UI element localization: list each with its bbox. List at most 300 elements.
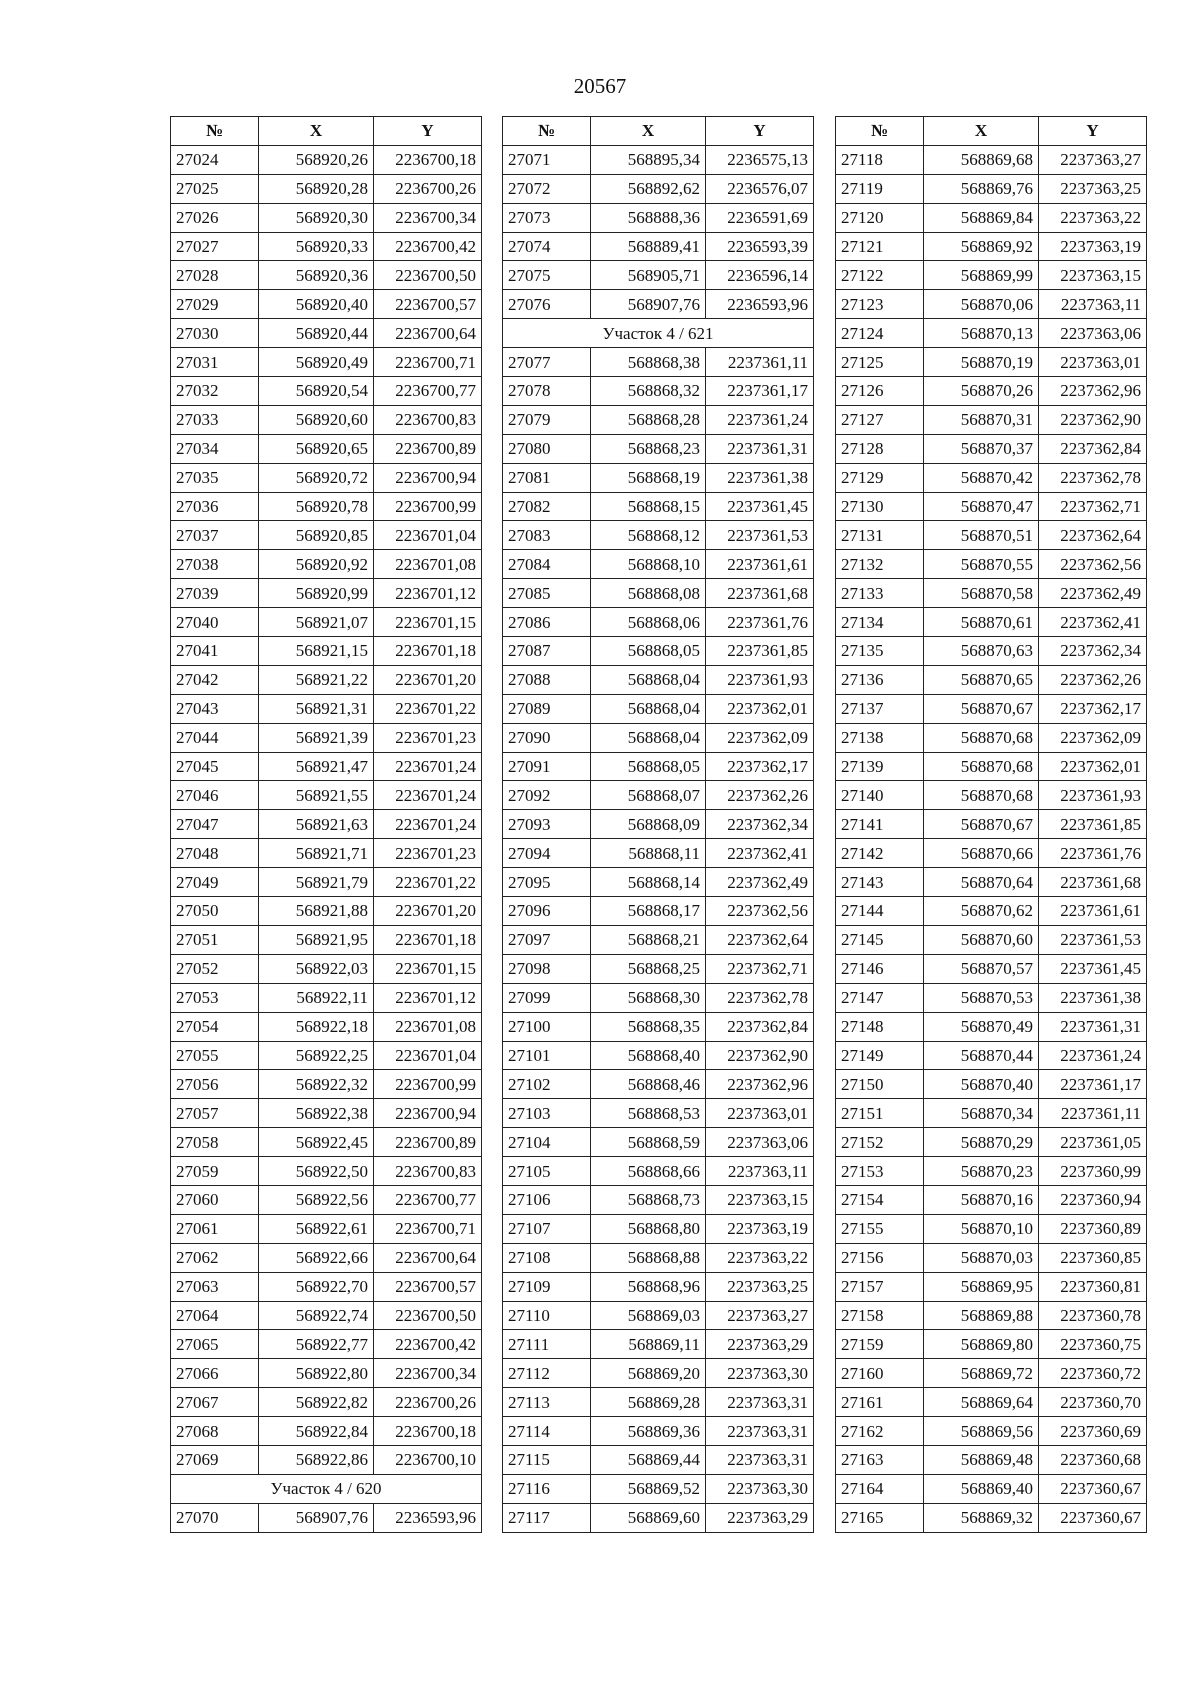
x-coordinate-cell: 568870,51	[924, 521, 1039, 550]
point-number-cell: 27096	[503, 897, 591, 926]
y-coordinate-cell: 2237363,19	[706, 1214, 814, 1243]
y-coordinate-cell: 2237362,64	[1039, 521, 1147, 550]
x-coordinate-cell: 568922,03	[259, 954, 374, 983]
table-row	[503, 550, 814, 579]
point-number-cell: 27063	[171, 1272, 259, 1301]
point-number-cell: 27057	[171, 1099, 259, 1128]
point-number-cell: 27149	[836, 1041, 924, 1070]
point-number-cell: 27128	[836, 434, 924, 463]
y-coordinate-cell: 2237363,25	[1039, 174, 1147, 203]
x-coordinate-cell: 568869,76	[924, 174, 1039, 203]
x-coordinate-cell: 568868,14	[591, 868, 706, 897]
x-coordinate-cell: 568920,28	[259, 174, 374, 203]
x-coordinate-cell: 568920,36	[259, 261, 374, 290]
table-row	[836, 232, 1147, 261]
point-number-cell: 27052	[171, 954, 259, 983]
x-coordinate-cell: 568921,22	[259, 665, 374, 694]
point-number-cell: 27024	[171, 145, 259, 174]
y-coordinate-cell: 2237363,31	[706, 1417, 814, 1446]
x-coordinate-cell: 568922,70	[259, 1272, 374, 1301]
table-row	[836, 550, 1147, 579]
x-coordinate-cell: 568892,62	[591, 174, 706, 203]
point-number-cell: 27060	[171, 1185, 259, 1214]
y-coordinate-cell: 2237362,96	[706, 1070, 814, 1099]
x-coordinate-cell: 568907,76	[259, 1503, 374, 1532]
point-number-cell: 27142	[836, 839, 924, 868]
y-coordinate-cell: 2237363,11	[706, 1157, 814, 1186]
table-row	[171, 983, 482, 1012]
y-coordinate-cell: 2236700,42	[374, 1330, 482, 1359]
table-row	[503, 1012, 814, 1041]
x-coordinate-cell: 568868,12	[591, 521, 706, 550]
point-number-cell: 27108	[503, 1243, 591, 1272]
point-number-cell: 27143	[836, 868, 924, 897]
table-row	[836, 521, 1147, 550]
y-coordinate-cell: 2236700,64	[374, 319, 482, 348]
point-number-cell: 27085	[503, 579, 591, 608]
point-number-cell: 27074	[503, 232, 591, 261]
point-number-cell: 27071	[503, 145, 591, 174]
x-coordinate-cell: 568870,67	[924, 694, 1039, 723]
table-row	[503, 463, 814, 492]
point-number-cell: 27067	[171, 1388, 259, 1417]
table-row	[836, 579, 1147, 608]
y-coordinate-cell: 2237362,09	[1039, 723, 1147, 752]
y-coordinate-cell: 2236701,12	[374, 579, 482, 608]
table-row	[836, 1243, 1147, 1272]
table-row	[171, 637, 482, 666]
y-coordinate-cell: 2236700,50	[374, 261, 482, 290]
x-coordinate-cell: 568868,04	[591, 665, 706, 694]
x-coordinate-cell: 568922,25	[259, 1041, 374, 1070]
point-number-cell: 27089	[503, 694, 591, 723]
table-row	[171, 897, 482, 926]
table-row	[503, 954, 814, 983]
point-number-cell: 27138	[836, 723, 924, 752]
x-coordinate-cell: 568889,41	[591, 232, 706, 261]
table-row	[503, 261, 814, 290]
y-coordinate-cell: 2236701,08	[374, 550, 482, 579]
table-row	[171, 868, 482, 897]
table-row	[836, 637, 1147, 666]
x-coordinate-cell: 568870,40	[924, 1070, 1039, 1099]
point-number-cell: 27129	[836, 463, 924, 492]
table-row	[836, 377, 1147, 406]
table-row	[171, 1214, 482, 1243]
point-number-cell: 27092	[503, 781, 591, 810]
y-coordinate-cell: 2237363,27	[706, 1301, 814, 1330]
y-coordinate-cell: 2236700,64	[374, 1243, 482, 1272]
point-number-cell: 27064	[171, 1301, 259, 1330]
y-coordinate-cell: 2236701,20	[374, 897, 482, 926]
point-number-cell: 27059	[171, 1157, 259, 1186]
x-coordinate-cell: 568868,23	[591, 434, 706, 463]
table-row	[503, 839, 814, 868]
point-number-cell: 27151	[836, 1099, 924, 1128]
y-coordinate-cell: 2236700,42	[374, 232, 482, 261]
table-row	[503, 897, 814, 926]
x-coordinate-cell: 568868,66	[591, 1157, 706, 1186]
point-number-cell: 27124	[836, 319, 924, 348]
header-y: Y	[706, 117, 814, 146]
table-row	[836, 723, 1147, 752]
x-coordinate-cell: 568869,99	[924, 261, 1039, 290]
point-number-cell: 27084	[503, 550, 591, 579]
table-row	[836, 781, 1147, 810]
y-coordinate-cell: 2236596,14	[706, 261, 814, 290]
table-row	[171, 954, 482, 983]
x-coordinate-cell: 568870,68	[924, 752, 1039, 781]
table-row	[503, 348, 814, 377]
point-number-cell: 27046	[171, 781, 259, 810]
table-header-row	[171, 117, 482, 146]
x-coordinate-cell: 568920,60	[259, 405, 374, 434]
table-row	[836, 1157, 1147, 1186]
x-coordinate-cell: 568869,84	[924, 203, 1039, 232]
x-coordinate-cell: 568869,64	[924, 1388, 1039, 1417]
point-number-cell: 27028	[171, 261, 259, 290]
x-coordinate-cell: 568869,44	[591, 1445, 706, 1474]
table-row	[836, 174, 1147, 203]
point-number-cell: 27102	[503, 1070, 591, 1099]
table-row	[503, 1070, 814, 1099]
point-number-cell: 27090	[503, 723, 591, 752]
table-row	[171, 405, 482, 434]
x-coordinate-cell: 568869,88	[924, 1301, 1039, 1330]
table-row	[503, 781, 814, 810]
x-coordinate-cell: 568870,65	[924, 665, 1039, 694]
y-coordinate-cell: 2237361,17	[1039, 1070, 1147, 1099]
table-row	[503, 608, 814, 637]
x-coordinate-cell: 568869,20	[591, 1359, 706, 1388]
table-row	[503, 174, 814, 203]
x-coordinate-cell: 568922,77	[259, 1330, 374, 1359]
table-row	[836, 405, 1147, 434]
table-row	[503, 1359, 814, 1388]
y-coordinate-cell: 2237361,24	[1039, 1041, 1147, 1070]
table-row	[836, 1445, 1147, 1474]
table-row	[836, 1099, 1147, 1128]
x-coordinate-cell: 568868,11	[591, 839, 706, 868]
table-row	[503, 1301, 814, 1330]
table-row	[503, 637, 814, 666]
y-coordinate-cell: 2236700,83	[374, 405, 482, 434]
y-coordinate-cell: 2237361,85	[1039, 810, 1147, 839]
table-row	[171, 608, 482, 637]
x-coordinate-cell: 568868,15	[591, 492, 706, 521]
point-number-cell: 27042	[171, 665, 259, 694]
table-row	[836, 1301, 1147, 1330]
point-number-cell: 27130	[836, 492, 924, 521]
x-coordinate-cell: 568869,80	[924, 1330, 1039, 1359]
x-coordinate-cell: 568920,49	[259, 348, 374, 377]
table-row	[503, 1474, 814, 1503]
table-row	[503, 145, 814, 174]
x-coordinate-cell: 568921,55	[259, 781, 374, 810]
point-number-cell: 27038	[171, 550, 259, 579]
point-number-cell: 27097	[503, 925, 591, 954]
table-row	[836, 810, 1147, 839]
y-coordinate-cell: 2236701,08	[374, 1012, 482, 1041]
point-number-cell: 27049	[171, 868, 259, 897]
y-coordinate-cell: 2237363,31	[706, 1388, 814, 1417]
y-coordinate-cell: 2237363,22	[1039, 203, 1147, 232]
x-coordinate-cell: 568869,68	[924, 145, 1039, 174]
coordinates-table-3	[835, 116, 1147, 1533]
y-coordinate-cell: 2236593,39	[706, 232, 814, 261]
point-number-cell: 27040	[171, 608, 259, 637]
y-coordinate-cell: 2236701,22	[374, 868, 482, 897]
table-row	[503, 434, 814, 463]
x-coordinate-cell: 568868,05	[591, 637, 706, 666]
y-coordinate-cell: 2237363,29	[706, 1503, 814, 1532]
point-number-cell: 27148	[836, 1012, 924, 1041]
table-row	[836, 608, 1147, 637]
point-number-cell: 27080	[503, 434, 591, 463]
table-row	[171, 290, 482, 319]
x-coordinate-cell: 568870,53	[924, 983, 1039, 1012]
y-coordinate-cell: 2236593,96	[374, 1503, 482, 1532]
point-number-cell: 27041	[171, 637, 259, 666]
x-coordinate-cell: 568868,04	[591, 723, 706, 752]
y-coordinate-cell: 2237362,56	[706, 897, 814, 926]
point-number-cell: 27032	[171, 377, 259, 406]
table-row	[171, 203, 482, 232]
x-coordinate-cell: 568869,72	[924, 1359, 1039, 1388]
header-x: X	[259, 117, 374, 146]
table-row	[836, 1214, 1147, 1243]
x-coordinate-cell: 568868,28	[591, 405, 706, 434]
y-coordinate-cell: 2237362,41	[1039, 608, 1147, 637]
table-row	[171, 1012, 482, 1041]
y-coordinate-cell: 2236701,22	[374, 694, 482, 723]
y-coordinate-cell: 2236701,24	[374, 781, 482, 810]
y-coordinate-cell: 2237360,68	[1039, 1445, 1147, 1474]
point-number-cell: 27081	[503, 463, 591, 492]
table-row	[836, 1503, 1147, 1532]
point-number-cell: 27123	[836, 290, 924, 319]
x-coordinate-cell: 568921,95	[259, 925, 374, 954]
point-number-cell: 27056	[171, 1070, 259, 1099]
y-coordinate-cell: 2237361,61	[706, 550, 814, 579]
y-coordinate-cell: 2236701,23	[374, 839, 482, 868]
table-row	[171, 1099, 482, 1128]
y-coordinate-cell: 2237363,25	[706, 1272, 814, 1301]
point-number-cell: 27027	[171, 232, 259, 261]
table-row	[171, 377, 482, 406]
table-row	[503, 1041, 814, 1070]
table-row	[171, 1388, 482, 1417]
y-coordinate-cell: 2237363,22	[706, 1243, 814, 1272]
y-coordinate-cell: 2236701,23	[374, 723, 482, 752]
point-number-cell: 27165	[836, 1503, 924, 1532]
y-coordinate-cell: 2236591,69	[706, 203, 814, 232]
x-coordinate-cell: 568920,72	[259, 463, 374, 492]
point-number-cell: 27116	[503, 1474, 591, 1503]
point-number-cell: 27125	[836, 348, 924, 377]
y-coordinate-cell: 2236700,71	[374, 348, 482, 377]
point-number-cell: 27025	[171, 174, 259, 203]
table-row	[503, 665, 814, 694]
table-header-row	[836, 117, 1147, 146]
point-number-cell: 27075	[503, 261, 591, 290]
x-coordinate-cell: 568870,44	[924, 1041, 1039, 1070]
table-row	[171, 579, 482, 608]
x-coordinate-cell: 568907,76	[591, 290, 706, 319]
y-coordinate-cell: 2237361,11	[1039, 1099, 1147, 1128]
x-coordinate-cell: 568868,04	[591, 694, 706, 723]
point-number-cell: 27164	[836, 1474, 924, 1503]
table-row	[836, 1359, 1147, 1388]
table-row	[171, 319, 482, 348]
table-row	[503, 1214, 814, 1243]
x-coordinate-cell: 568920,65	[259, 434, 374, 463]
point-number-cell: 27162	[836, 1417, 924, 1446]
y-coordinate-cell: 2237363,15	[706, 1185, 814, 1214]
point-number-cell: 27159	[836, 1330, 924, 1359]
x-coordinate-cell: 568870,64	[924, 868, 1039, 897]
point-number-cell: 27121	[836, 232, 924, 261]
table-row	[836, 694, 1147, 723]
table-row	[171, 723, 482, 752]
y-coordinate-cell: 2236700,77	[374, 1185, 482, 1214]
y-coordinate-cell: 2237363,30	[706, 1359, 814, 1388]
y-coordinate-cell: 2236575,13	[706, 145, 814, 174]
y-coordinate-cell: 2237360,67	[1039, 1503, 1147, 1532]
table-row	[836, 1185, 1147, 1214]
point-number-cell: 27066	[171, 1359, 259, 1388]
x-coordinate-cell: 568869,03	[591, 1301, 706, 1330]
header-y: Y	[1039, 117, 1147, 146]
x-coordinate-cell: 568868,25	[591, 954, 706, 983]
y-coordinate-cell: 2237362,64	[706, 925, 814, 954]
y-coordinate-cell: 2236700,50	[374, 1301, 482, 1330]
table-header-row	[503, 117, 814, 146]
x-coordinate-cell: 568869,92	[924, 232, 1039, 261]
y-coordinate-cell: 2236701,20	[374, 665, 482, 694]
point-number-cell: 27105	[503, 1157, 591, 1186]
point-number-cell: 27144	[836, 897, 924, 926]
y-coordinate-cell: 2237360,75	[1039, 1330, 1147, 1359]
y-coordinate-cell: 2236701,12	[374, 983, 482, 1012]
x-coordinate-cell: 568870,29	[924, 1128, 1039, 1157]
y-coordinate-cell: 2236700,77	[374, 377, 482, 406]
x-coordinate-cell: 568869,40	[924, 1474, 1039, 1503]
x-coordinate-cell: 568922,50	[259, 1157, 374, 1186]
x-coordinate-cell: 568869,56	[924, 1417, 1039, 1446]
point-number-cell: 27035	[171, 463, 259, 492]
y-coordinate-cell: 2237362,56	[1039, 550, 1147, 579]
y-coordinate-cell: 2237360,70	[1039, 1388, 1147, 1417]
y-coordinate-cell: 2236700,26	[374, 174, 482, 203]
x-coordinate-cell: 568921,15	[259, 637, 374, 666]
y-coordinate-cell: 2237363,15	[1039, 261, 1147, 290]
x-coordinate-cell: 568870,06	[924, 290, 1039, 319]
point-number-cell: 27088	[503, 665, 591, 694]
table-row	[503, 521, 814, 550]
x-coordinate-cell: 568922,32	[259, 1070, 374, 1099]
y-coordinate-cell: 2237361,76	[706, 608, 814, 637]
table-row	[171, 839, 482, 868]
table-row	[171, 665, 482, 694]
point-number-cell: 27031	[171, 348, 259, 377]
y-coordinate-cell: 2237361,31	[706, 434, 814, 463]
point-number-cell: 27082	[503, 492, 591, 521]
table-row	[171, 1128, 482, 1157]
point-number-cell: 27061	[171, 1214, 259, 1243]
table-row	[503, 1445, 814, 1474]
point-number-cell: 27047	[171, 810, 259, 839]
table-row	[836, 145, 1147, 174]
y-coordinate-cell: 2237361,45	[706, 492, 814, 521]
y-coordinate-cell: 2237360,99	[1039, 1157, 1147, 1186]
table-row	[836, 319, 1147, 348]
point-number-cell: 27065	[171, 1330, 259, 1359]
y-coordinate-cell: 2237362,01	[706, 694, 814, 723]
point-number-cell: 27087	[503, 637, 591, 666]
point-number-cell: 27140	[836, 781, 924, 810]
table-row	[503, 1099, 814, 1128]
x-coordinate-cell: 568868,06	[591, 608, 706, 637]
x-coordinate-cell: 568870,31	[924, 405, 1039, 434]
point-number-cell: 27146	[836, 954, 924, 983]
table-row	[836, 954, 1147, 983]
table-row	[503, 868, 814, 897]
x-coordinate-cell: 568921,31	[259, 694, 374, 723]
table-row	[171, 232, 482, 261]
y-coordinate-cell: 2236700,34	[374, 203, 482, 232]
x-coordinate-cell: 568868,30	[591, 983, 706, 1012]
x-coordinate-cell: 568868,59	[591, 1128, 706, 1157]
x-coordinate-cell: 568870,66	[924, 839, 1039, 868]
table-row	[171, 1359, 482, 1388]
point-number-cell: 27118	[836, 145, 924, 174]
y-coordinate-cell: 2236700,57	[374, 1272, 482, 1301]
y-coordinate-cell: 2236700,94	[374, 1099, 482, 1128]
x-coordinate-cell: 568870,42	[924, 463, 1039, 492]
point-number-cell: 27152	[836, 1128, 924, 1157]
table-row	[503, 1417, 814, 1446]
x-coordinate-cell: 568920,26	[259, 145, 374, 174]
point-number-cell: 27147	[836, 983, 924, 1012]
x-coordinate-cell: 568868,73	[591, 1185, 706, 1214]
table-row	[503, 983, 814, 1012]
y-coordinate-cell: 2237361,53	[1039, 925, 1147, 954]
x-coordinate-cell: 568905,71	[591, 261, 706, 290]
table-row	[836, 925, 1147, 954]
y-coordinate-cell: 2237361,05	[1039, 1128, 1147, 1157]
table-row	[503, 1330, 814, 1359]
y-coordinate-cell: 2237363,01	[706, 1099, 814, 1128]
x-coordinate-cell: 568870,49	[924, 1012, 1039, 1041]
point-number-cell: 27077	[503, 348, 591, 377]
y-coordinate-cell: 2236700,71	[374, 1214, 482, 1243]
y-coordinate-cell: 2237361,17	[706, 377, 814, 406]
y-coordinate-cell: 2237362,17	[706, 752, 814, 781]
point-number-cell: 27053	[171, 983, 259, 1012]
y-coordinate-cell: 2237362,90	[1039, 405, 1147, 434]
x-coordinate-cell: 568869,95	[924, 1272, 1039, 1301]
header-number: №	[171, 117, 259, 146]
x-coordinate-cell: 568869,11	[591, 1330, 706, 1359]
table-row	[171, 1157, 482, 1186]
x-coordinate-cell: 568870,13	[924, 319, 1039, 348]
table-row	[836, 839, 1147, 868]
x-coordinate-cell: 568922,74	[259, 1301, 374, 1330]
table-row	[503, 925, 814, 954]
table-row	[836, 1272, 1147, 1301]
table-row	[503, 723, 814, 752]
